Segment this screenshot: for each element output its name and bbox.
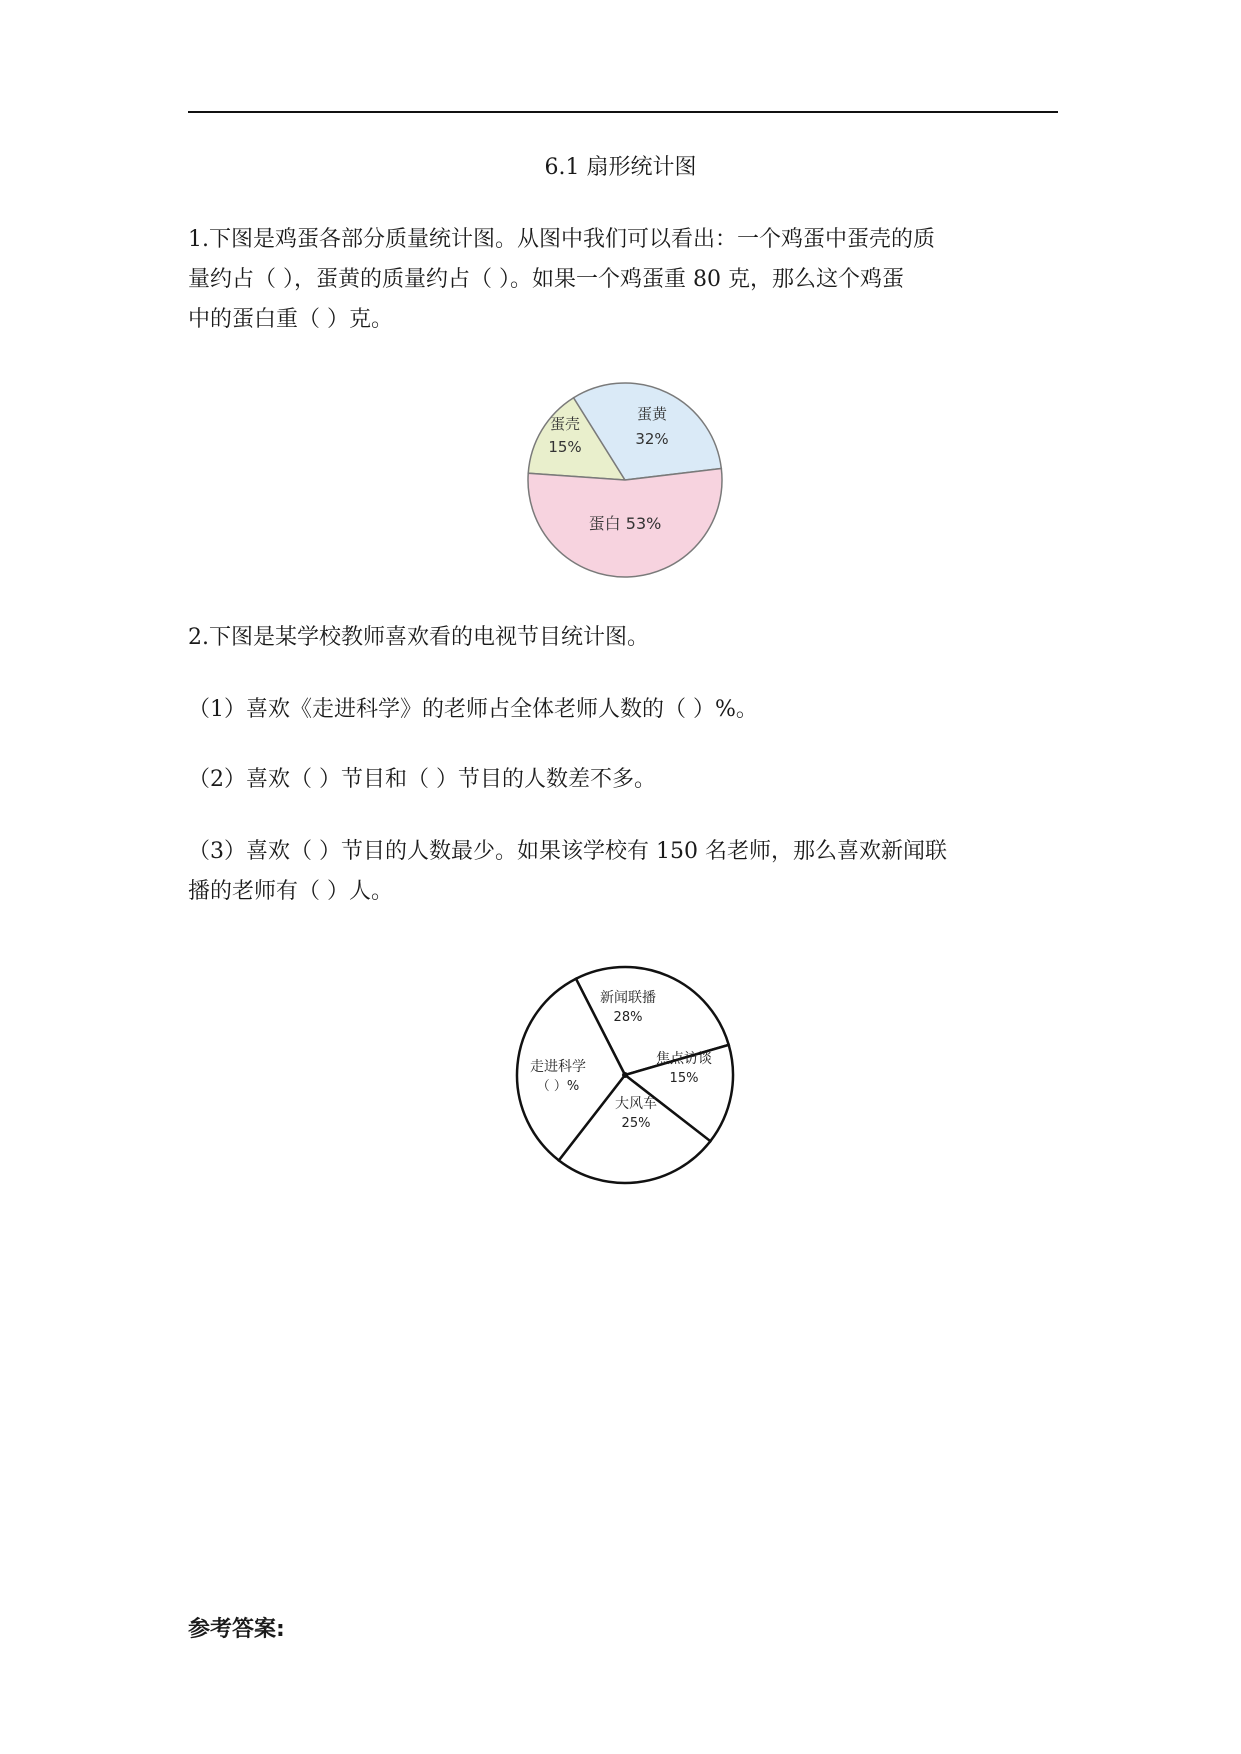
- page-title: 6.1 扇形统计图: [544, 155, 697, 180]
- question-1: [188, 220, 1060, 340]
- egg-pie-slices: [528, 383, 722, 577]
- question-2-sub-1: [188, 690, 1060, 730]
- slice-value-focus: 15%: [669, 1071, 699, 1086]
- slice-label-news: 新闻联播: [600, 990, 656, 1006]
- slice-value-news: 28%: [613, 1010, 643, 1025]
- answers-heading: 参考答案:: [188, 1617, 285, 1642]
- slice-value-yolk: 32%: [635, 430, 669, 448]
- question-2-intro: [188, 618, 1060, 658]
- header-rule: [188, 111, 1058, 113]
- q1-line-1: 1.下图是鸡蛋各部分质量统计图。从图中我们可以看出：一个鸡蛋中蛋壳的质: [188, 227, 935, 252]
- slice-label-focus: 焦点访谈: [656, 1051, 712, 1067]
- q2-intro: 2.下图是某学校教师喜欢看的电视节目统计图。: [188, 625, 649, 650]
- q1-line-3: 中的蛋白重（ ）克。: [188, 307, 393, 332]
- slice-label-shell: 蛋壳: [549, 415, 581, 433]
- slice-value-windmill: 25%: [621, 1116, 651, 1131]
- slice-value-shell: 15%: [548, 438, 582, 456]
- slice-label-yolk: 蛋黄: [636, 405, 668, 423]
- slice-label-science: 走进科学: [530, 1059, 586, 1075]
- question-2-sub-2: [188, 760, 1060, 800]
- question-2-sub-3: [188, 832, 1060, 912]
- q1-line-2: 量约占（ ），蛋黄的质量约占（ ）。如果一个鸡蛋重 80 克，那么这个鸡蛋: [188, 267, 904, 292]
- tv-pie-chart: [510, 960, 740, 1190]
- q2-sub-1: （1）喜欢《走进科学》的老师占全体老师人数的（ ）%。: [188, 697, 758, 722]
- slice-value-science: （ ）%: [536, 1079, 580, 1094]
- q2-sub-2: （2）喜欢（ ）节目和（ ）节目的人数差不多。: [188, 767, 656, 792]
- q2-sub-3-line-2: 播的老师有（ ）人。: [188, 879, 393, 904]
- egg-pie-chart: [515, 375, 735, 585]
- pie-center-dot: [622, 1072, 628, 1078]
- slice-label-windmill: 大风车: [615, 1096, 657, 1112]
- q2-sub-3-line-1: （3）喜欢（ ）节目的人数最少。如果该学校有 150 名老师，那么喜欢新闻联: [188, 839, 947, 864]
- slice-label-white: 蛋白 53%: [588, 514, 662, 533]
